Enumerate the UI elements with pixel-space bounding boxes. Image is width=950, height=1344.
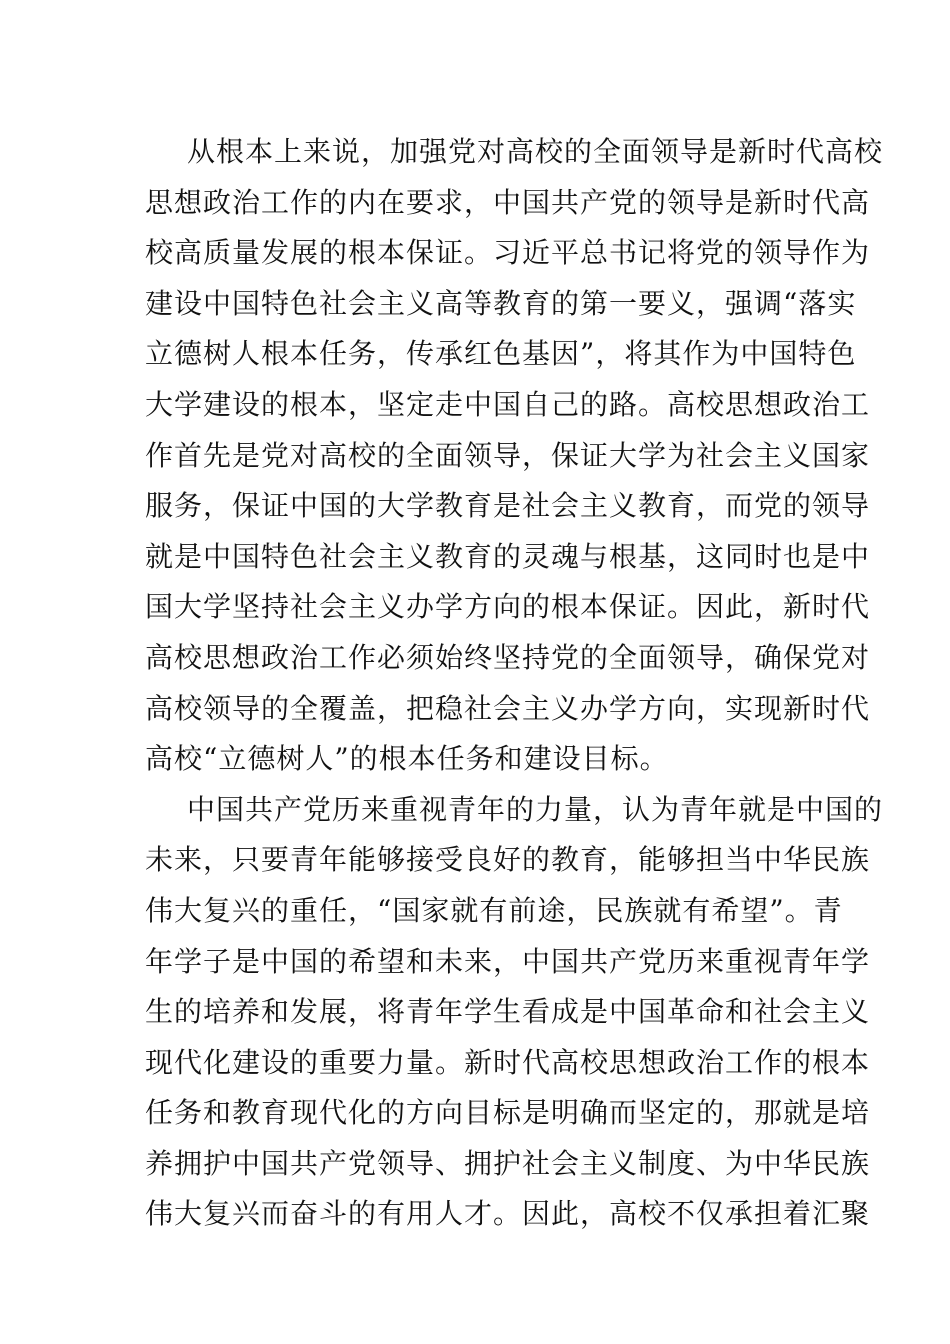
text-line: 现代化建设的重要力量。新时代高校思想政治工作的根本 — [145, 1045, 871, 1079]
paragraph-2 — [145, 785, 884, 1240]
text-line: 大学建设的根本，坚定走中国自己的路。高校思想政治工 — [145, 387, 871, 421]
text-line: 养拥护中国共产党领导、拥护社会主义制度、为中华民族 — [145, 1146, 871, 1180]
text-line: 高校“立德树人”的根本任务和建设目标。 — [145, 742, 669, 776]
text-line: 作首先是党对高校的全面领导，保证大学为社会主义国家 — [145, 438, 871, 472]
text-line: 伟大复兴而奋斗的有用人才。因此，高校不仅承担着汇聚 — [145, 1197, 871, 1231]
text-line: 任务和教育现代化的方向目标是明确而坚定的，那就是培 — [145, 1096, 871, 1130]
text-line: 未来，只要青年能够接受良好的教育，能够担当中华民族 — [145, 843, 871, 877]
text-line: 伟大复兴的重任，“国家就有前途，民族就有希望”。青 — [145, 893, 843, 927]
body-text — [145, 127, 884, 1240]
text-line: 年学子是中国的希望和未来，中国共产党历来重视青年学 — [145, 944, 871, 978]
text-line: 生的培养和发展，将青年学生看成是中国革命和社会主义 — [145, 995, 871, 1029]
text-line: 服务，保证中国的大学教育是社会主义教育，而党的领导 — [145, 489, 871, 523]
paragraph-1 — [145, 127, 884, 785]
text-line: 立德树人根本任务，传承红色基因”，将其作为中国特色 — [145, 337, 857, 371]
text-line: 思想政治工作的内在要求，中国共产党的领导是新时代高 — [145, 185, 871, 219]
text-line: 校高质量发展的根本保证。习近平总书记将党的领导作为 — [145, 236, 871, 270]
text-line: 高校领导的全覆盖，把稳社会主义办学方向，实现新时代 — [145, 691, 871, 725]
text-line: 中国共产党历来重视青年的力量，认为青年就是中国的 — [187, 792, 884, 826]
text-line: 就是中国特色社会主义教育的灵魂与根基，这同时也是中 — [145, 539, 871, 573]
text-line: 从根本上来说，加强党对高校的全面领导是新时代高校 — [187, 135, 884, 168]
text-line: 建设中国特色社会主义高等教育的第一要义，强调“落实 — [145, 286, 857, 320]
text-line: 高校思想政治工作必须始终坚持党的全面领导，确保党对 — [145, 640, 871, 674]
text-line: 国大学坚持社会主义办学方向的根本保证。因此，新时代 — [145, 590, 871, 624]
